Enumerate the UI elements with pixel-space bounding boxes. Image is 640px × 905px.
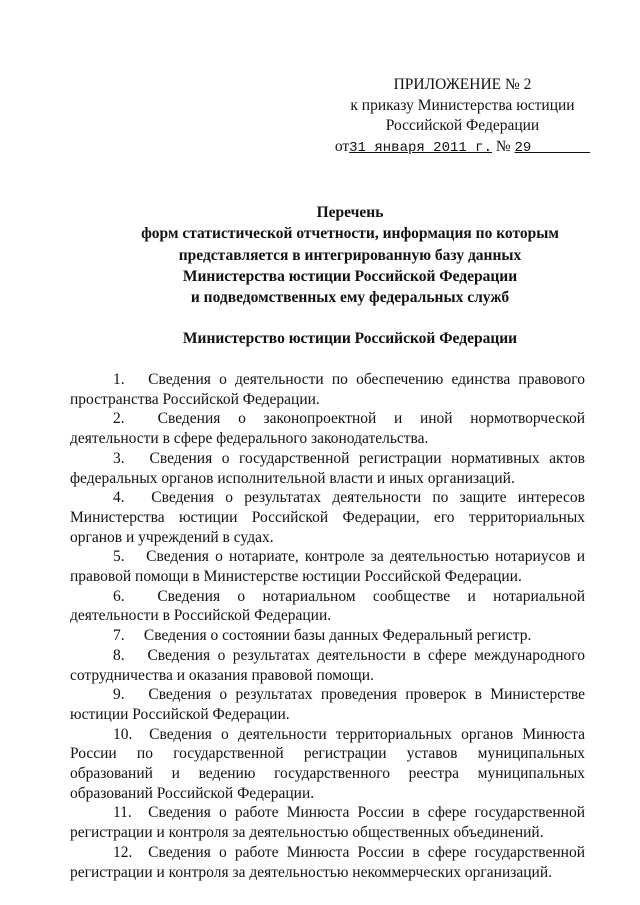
- title-line: и подведомственных ему федеральных служб: [190, 289, 510, 307]
- item-text: Сведения о состоянии базы данных Федеральный регистр.: [143, 627, 532, 645]
- item-text: Сведения о результатах деятельности в сфере международного сотрудничества и оказания правовой помощи.: [70, 646, 586, 684]
- title-line: представляется в интегрированную базу данных: [178, 246, 522, 264]
- date-prefix: от: [334, 137, 350, 155]
- item-text: Сведения о деятельности по обеспечению единства правового пространства Российской Федерации.: [70, 371, 585, 408]
- title-line: Перечень: [316, 204, 384, 221]
- item-number: 9.: [113, 686, 125, 704]
- item-text: Сведения о законопроектной и иной нормотворческой деятельности в сфере федерального законодательства.: [70, 410, 585, 448]
- list-item: [70, 685, 585, 724]
- item-number: 10.: [113, 725, 133, 743]
- list-item: [70, 547, 585, 586]
- item-text: Сведения о работе Минюста России в сфере государственной регистрации и контроля за деятельностью некоммерческих организаций.: [70, 843, 585, 881]
- list-item: [70, 370, 585, 409]
- appendix-number: ПРИЛОЖЕНИЕ № 2: [393, 76, 532, 93]
- item-text: Сведения о государственной регистрации нормативных актов федеральных органов исполнительной власти и иных организаций.: [70, 449, 586, 487]
- item-number: 3.: [113, 449, 125, 467]
- list-item: [70, 449, 585, 488]
- order-date-line: [330, 137, 595, 159]
- number-prefix: №: [495, 137, 511, 155]
- document-title: [60, 202, 640, 308]
- item-text: Сведения о работе Минюста России в сфере государственной регистрации и контроля за деятельностью общественных объединений.: [70, 804, 585, 842]
- section-heading: Министерство юстиции Российской Федерации: [182, 330, 518, 347]
- order-reference: к приказу Министерства юстиции: [350, 96, 575, 114]
- list-item: [70, 803, 585, 842]
- item-number: 11.: [113, 804, 132, 822]
- list-item: [70, 488, 585, 547]
- item-number: 4.: [113, 489, 125, 507]
- item-text: Сведения о деятельности территориальных органов Минюста России по государственной регистрации уставов муниципальных образований и ведению государственного реестра муниципальных образований Российской Федерации.: [70, 725, 585, 802]
- item-text: Сведения о результатах деятельности по защите интересов Министерства юстиции Российской Федерации, его территориальных органов и учреждений в судах.: [70, 489, 586, 546]
- list-item: [70, 725, 585, 804]
- title-line: Министерства юстиции Российской Федерации: [182, 267, 518, 285]
- item-number: 5.: [113, 548, 125, 566]
- item-text: Сведения о нотариальном сообществе и нотариальной деятельности в Российской Федерации.: [70, 587, 586, 625]
- item-number: 1.: [113, 371, 125, 388]
- list-item: [70, 587, 585, 626]
- list-item: [70, 409, 585, 448]
- item-number: 6.: [113, 587, 125, 605]
- forms-list: [70, 370, 585, 882]
- item-text: Сведения о нотариате, контроле за деятельностью нотариусов и правовой помощи в Министерстве юстиции Российской Федерации.: [70, 548, 586, 586]
- list-item: [70, 646, 585, 685]
- item-number: 2.: [113, 410, 125, 428]
- title-line: форм статистической отчетности, информация по которым: [141, 225, 559, 243]
- item-text: Сведения о результатах проведения проверок в Министерстве юстиции Российской Федерации.: [70, 686, 586, 723]
- item-number: 7.: [113, 627, 125, 645]
- order-date: 31 января 2011 г.: [349, 139, 492, 156]
- item-number: 8.: [113, 646, 125, 664]
- order-number: 29: [514, 139, 532, 156]
- number-underline: [531, 140, 590, 156]
- list-item: [70, 626, 585, 646]
- appendix-header: [330, 75, 595, 158]
- list-item: [70, 843, 585, 882]
- item-number: 12.: [113, 843, 133, 861]
- order-reference-cont: Российской Федерации: [385, 117, 540, 134]
